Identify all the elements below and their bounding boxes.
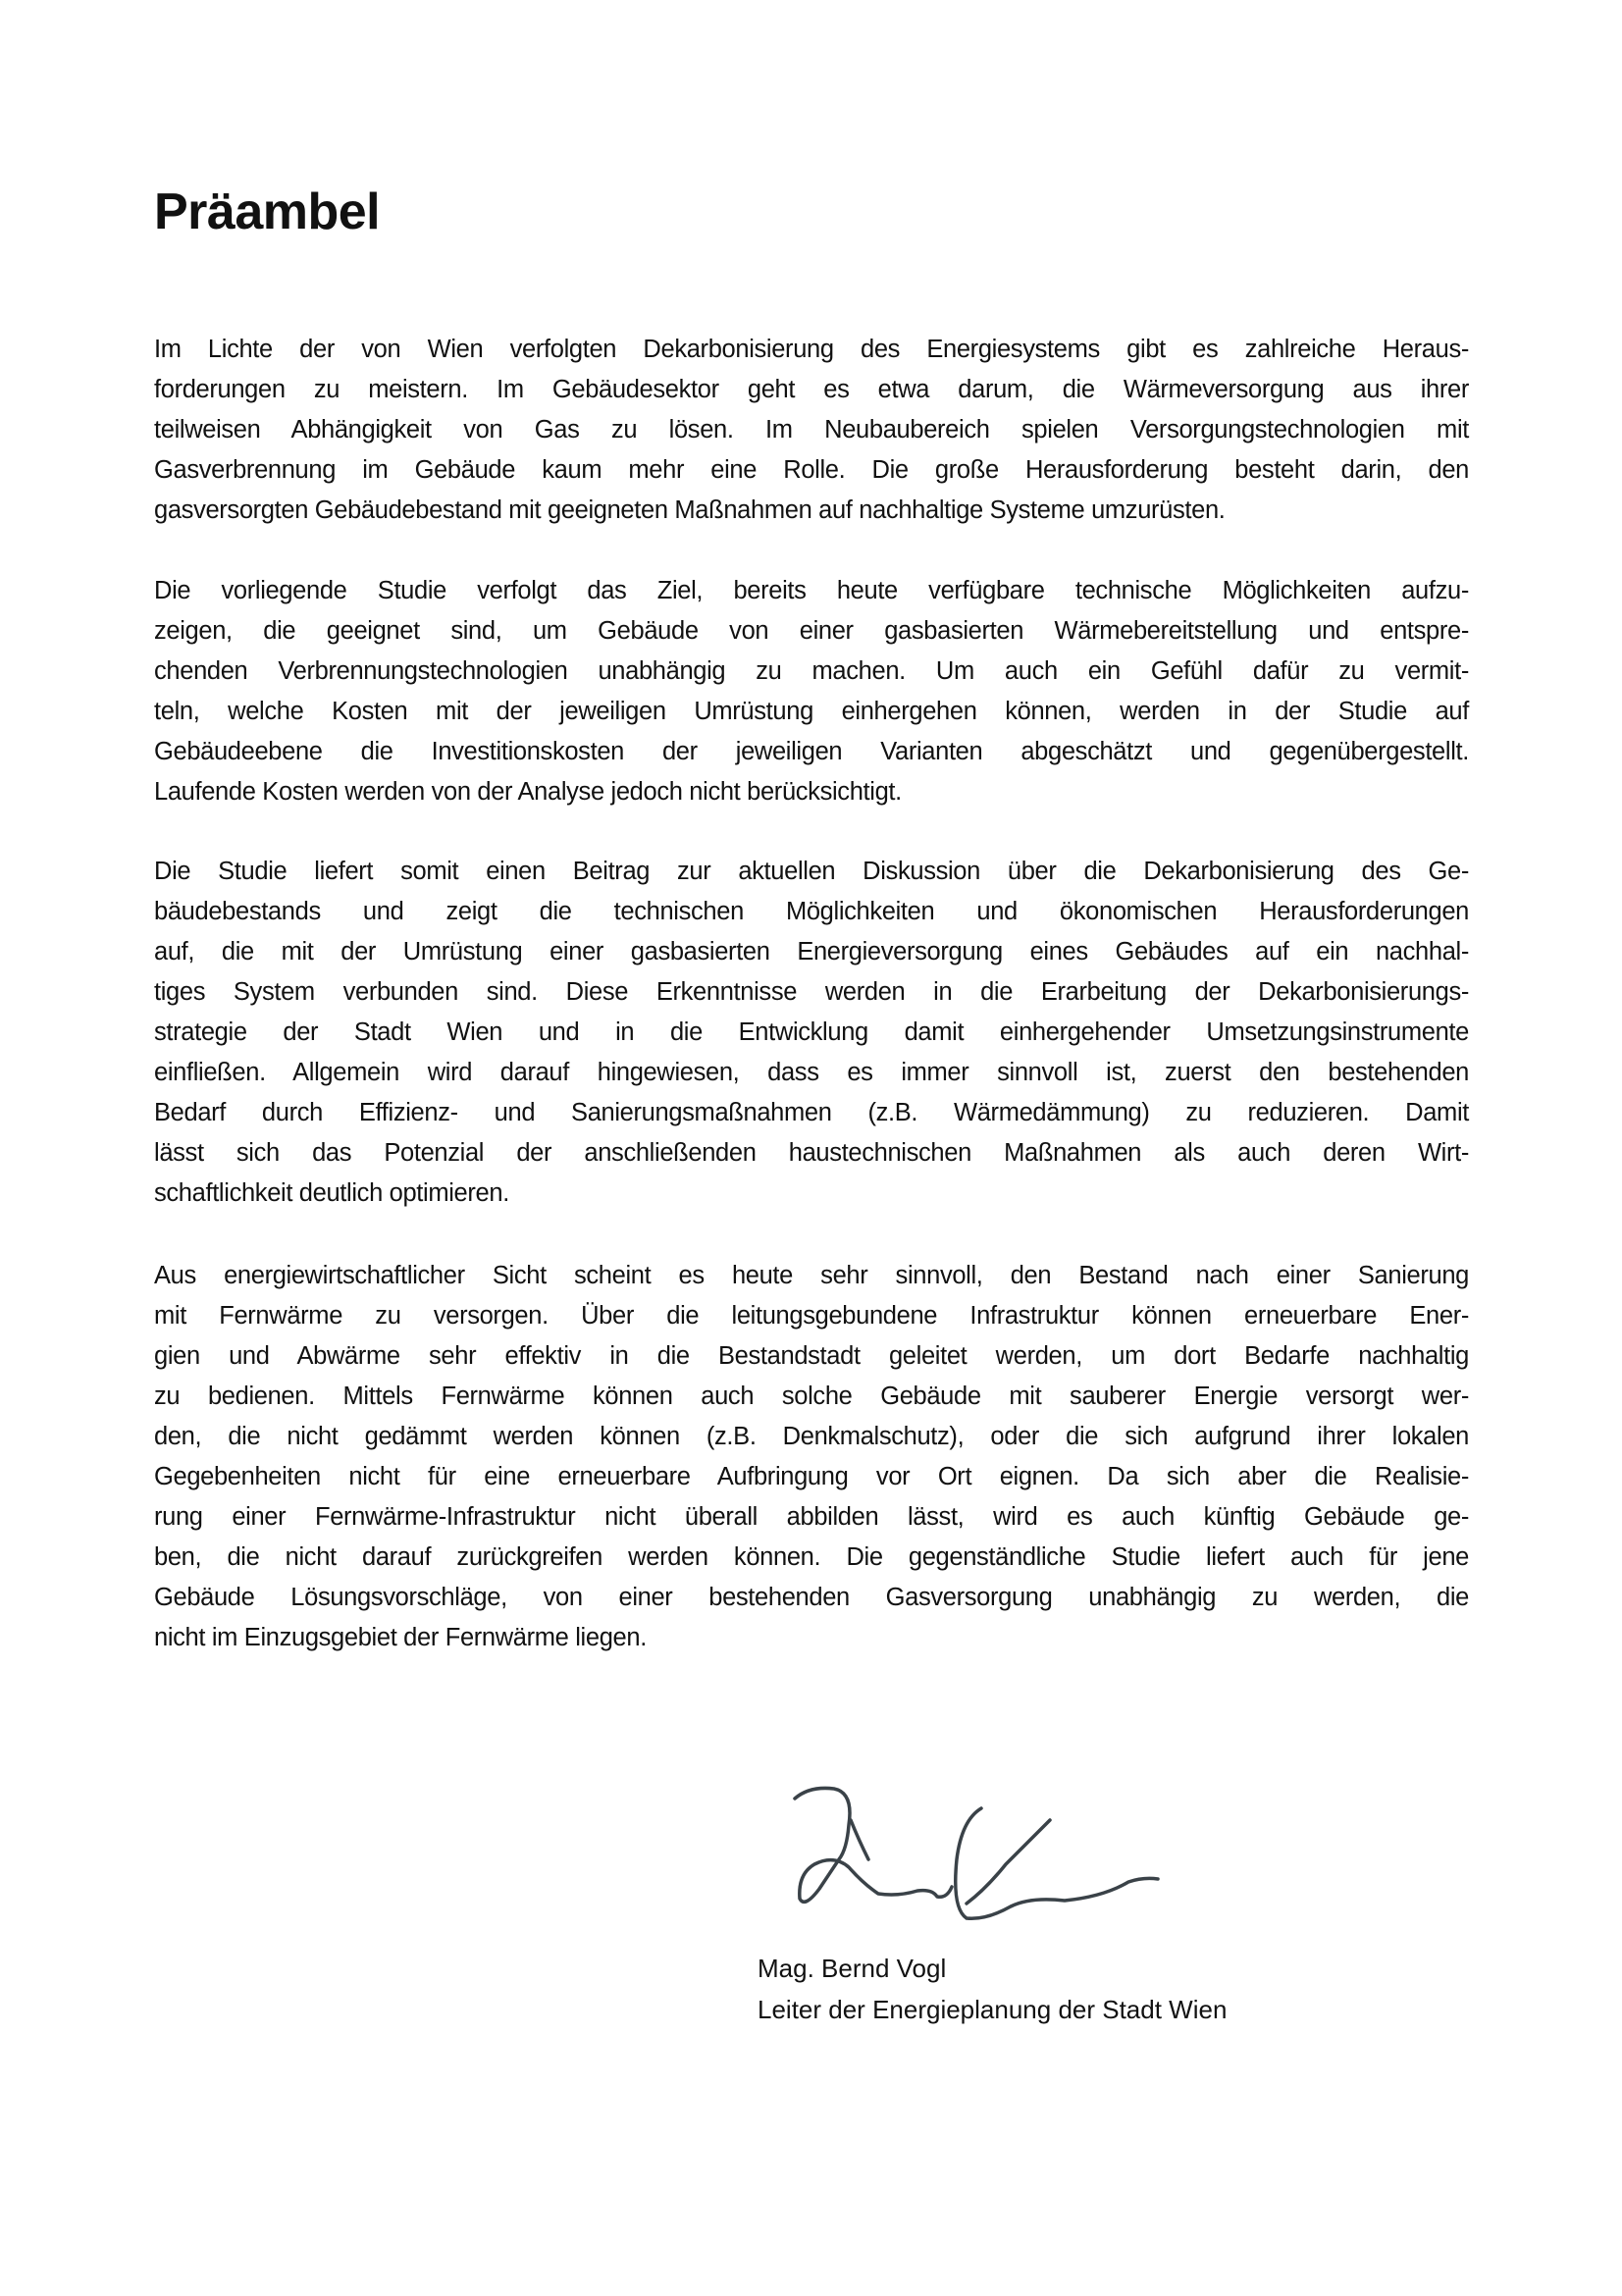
signatory-name: Mag. Bernd Vogl <box>758 1954 947 1983</box>
text-line: bäudebestands und zeigt die technischen Möglichkeiten und ökonomischen Herausforderungen <box>154 898 1469 925</box>
text-line: Gegebenheiten nicht für eine erneuerbare Aufbringung vor Ort eignen. Da sich aber die Realisie- <box>154 1463 1469 1490</box>
text-line: Bedarf durch Effizienz- und Sanierungsmaßnahmen (z.B. Wärmedämmung) zu reduzieren. Damit <box>154 1099 1469 1126</box>
paragraph-3 <box>154 852 1469 1214</box>
text-line: lässt sich das Potenzial der anschließenden haustechnischen Maßnahmen als auch deren Wirt- <box>154 1139 1469 1167</box>
text-line: mit Fernwärme zu versorgen. Über die leitungsgebundene Infrastruktur können erneuerbare Ener- <box>154 1302 1469 1330</box>
text-line: schaftlichkeit deutlich optimieren. <box>154 1179 509 1207</box>
text-line: Aus energiewirtschaftlicher Sicht scheint es heute sehr sinnvoll, den Bestand nach einer Sanierung <box>154 1262 1469 1289</box>
text-line: auf, die mit der Umrüstung einer gasbasierten Energieversorgung eines Gebäudes auf ein nachhal- <box>154 938 1469 965</box>
text-line: Die Studie liefert somit einen Beitrag zur aktuellen Diskussion über die Dekarbonisierung des Ge- <box>154 858 1469 885</box>
text-line: Gebäude Lösungsvorschläge, von einer bestehenden Gasversorgung unabhängig zu werden, die <box>154 1584 1469 1611</box>
text-line: Laufende Kosten werden von der Analyse jedoch nicht berücksichtigt. <box>154 778 902 806</box>
text-line: gien und Abwärme sehr effektiv in die Bestandstadt geleitet werden, um dort Bedarfe nachhaltig <box>154 1342 1469 1370</box>
text-line: strategie der Stadt Wien und in die Entwicklung damit einhergehender Umsetzungsinstrumente <box>154 1018 1469 1046</box>
text-line: rung einer Fernwärme-Infrastruktur nicht überall abbilden lässt, wird es auch künftig Gebäude ge- <box>154 1503 1469 1531</box>
paragraph-4 <box>154 1256 1469 1658</box>
text-line: zeigen, die geeignet sind, um Gebäude von einer gasbasierten Wärmebereitstellung und entspre- <box>154 617 1469 645</box>
text-line: Die vorliegende Studie verfolgt das Ziel, bereits heute verfügbare technische Möglichkeiten aufzu- <box>154 577 1469 604</box>
text-line: Im Lichte der von Wien verfolgten Dekarbonisierung des Energiesystems gibt es zahlreiche Heraus- <box>154 336 1469 363</box>
text-line: zu bedienen. Mittels Fernwärme können auch solche Gebäude mit sauberer Energie versorgt wer- <box>154 1383 1469 1410</box>
page-title: Präambel <box>154 183 381 240</box>
text-line: Gasverbrennung im Gebäude kaum mehr eine Rolle. Die große Herausforderung besteht darin, den <box>154 456 1469 484</box>
text-line: einfließen. Allgemein wird darauf hingewiesen, dass es immer sinnvoll ist, zuerst den bestehenden <box>154 1059 1469 1086</box>
text-line: teln, welche Kosten mit der jeweiligen Umrüstung einhergehen können, werden in der Studie auf <box>154 698 1469 725</box>
text-line: ben, die nicht darauf zurückgreifen werden können. Die gegenständliche Studie liefert auch für jene <box>154 1543 1469 1571</box>
text-line: tiges System verbunden sind. Diese Erkenntnisse werden in die Erarbeitung der Dekarbonisierungs- <box>154 978 1469 1006</box>
text-line: teilweisen Abhängigkeit von Gas zu lösen. Im Neubaubereich spielen Versorgungstechnologien mit <box>154 416 1469 444</box>
text-line: chenden Verbrennungstechnologien unabhängig zu machen. Um auch ein Gefühl dafür zu vermit- <box>154 657 1469 685</box>
text-line: den, die nicht gedämmt werden können (z.B. Denkmalschutz), oder die sich aufgrund ihrer lokalen <box>154 1423 1469 1450</box>
paragraph-2 <box>154 571 1469 812</box>
text-line: gasversorgten Gebäudebestand mit geeigneten Maßnahmen auf nachhaltige Systeme umzurüsten. <box>154 496 1226 524</box>
paragraph-1 <box>154 330 1469 531</box>
signatory-role: Leiter der Energieplanung der Stadt Wien <box>758 1995 1228 2024</box>
handwritten-signature <box>780 1781 1173 1928</box>
text-line: forderungen zu meistern. Im Gebäudesektor geht es etwa darum, die Wärmeversorgung aus ihrer <box>154 376 1469 403</box>
text-line: Gebäudeebene die Investitionskosten der jeweiligen Varianten abgeschätzt und gegenübergestellt. <box>154 738 1469 765</box>
text-line: nicht im Einzugsgebiet der Fernwärme liegen. <box>154 1624 647 1651</box>
